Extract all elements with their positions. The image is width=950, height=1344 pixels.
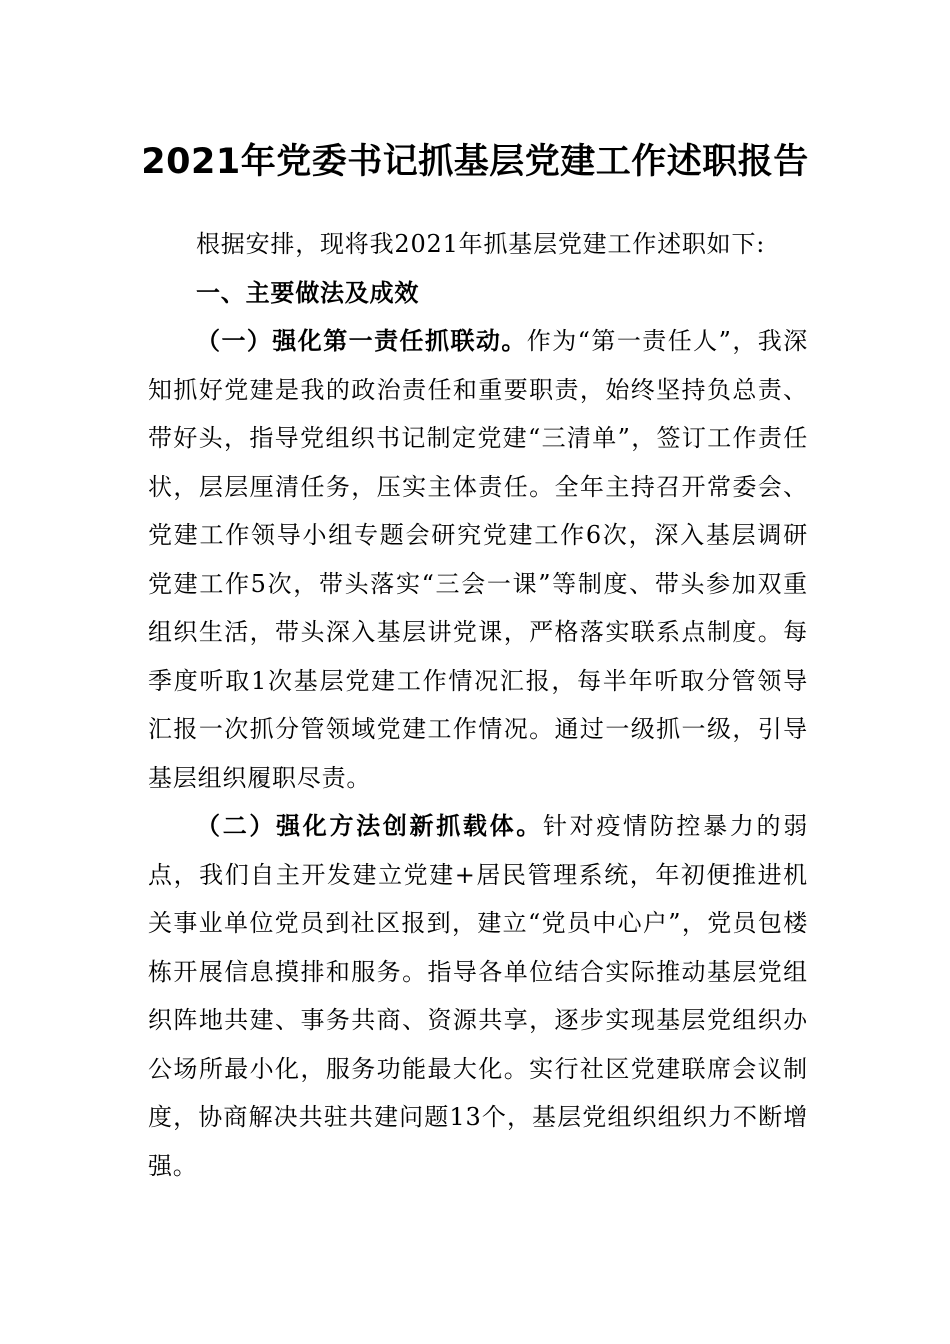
paragraph-1-lead: （一）强化第一责任抓联动。	[196, 327, 527, 355]
paragraph-2-text: 针对疫情防控暴力的弱点，我们自主开发建立党建+居民管理系统，年初便推进机关事业单位党员到社区报到，建立“党员中心户”，党员包楼栋开展信息摸排和服务。指导各单位结合实际推动基层党组织阵地共建、事务共商、资源共享，逐步实现基层党组织办公场所最小化，服务功能最大化。实行社区党建联席会议制度，协商解决共驻共建问题13个，基层党组织组织力不断增强。	[148, 812, 808, 1180]
document-title: 2021年党委书记抓基层党建工作述职报告	[141, 142, 809, 182]
document-body	[148, 220, 808, 1190]
intro-paragraph: 根据安排，现将我2021年抓基层党建工作述职如下:	[196, 230, 766, 258]
paragraph-1-text: 作为“第一责任人”，我深知抓好党建是我的政治责任和重要职责，始终坚持负总责、带好头，指导党组织书记制定党建“三清单”，签订工作责任状，层层厘清任务，压实主体责任。全年主持召开常委会、党建工作领导小组专题会研究党建工作6次，深入基层调研党建工作5次，带头落实“三会一课”等制度、带头参加双重组织生活，带头深入基层讲党课，严格落实联系点制度。每季度听取1次基层党建工作情况汇报，每半年听取分管领导汇报一次抓分管领域党建工作情况。通过一级抓一级，引导基层组织履职尽责。	[148, 327, 809, 792]
paragraph-2-lead: （二）强化方法创新抓载体。	[196, 812, 543, 840]
paragraph-1	[148, 317, 808, 802]
paragraph-2	[148, 802, 808, 1190]
section-heading: 一、主要做法及成效	[196, 278, 420, 307]
